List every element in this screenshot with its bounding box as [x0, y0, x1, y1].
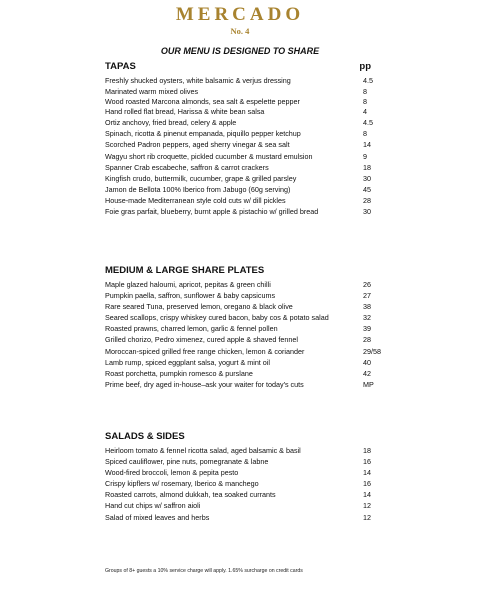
menu-item-price: MP: [363, 379, 374, 389]
menu-item: [105, 368, 385, 379]
menu-item: [105, 478, 385, 489]
menu-item-name: Maple glazed haloumi, apricot, pepitas & green chilli: [105, 280, 271, 289]
menu-item: [105, 323, 385, 334]
menu-item-price: 12: [363, 501, 371, 511]
menu-item-price: 16: [363, 457, 371, 467]
menu-item-name: Spinach, ricotta & pinenut empanada, piquillo pepper ketchup: [105, 129, 301, 139]
menu-item: [105, 139, 385, 150]
menu-item-price: 18: [363, 162, 371, 172]
menu-item-price: 27: [363, 291, 371, 301]
menu-item-name: Spanner Crab escabeche, saffron & carrot crackers: [105, 162, 269, 172]
menu-item-price: 26: [363, 280, 371, 289]
menu-item: [105, 334, 385, 345]
menu-item-name: Pumpkin paella, saffron, sunflower & baby capsicums: [105, 291, 276, 301]
menu-item-name: Marinated warm mixed olives: [105, 87, 199, 97]
menu-item-name: Jamon de Bellota 100% Iberico from Jabugo (60g serving): [105, 184, 291, 194]
menu-item-name: Freshly shucked oysters, white balsamic & verjus dressing: [105, 76, 291, 85]
tapas-section: [105, 61, 385, 217]
salads-title: SALADS & SIDES: [105, 431, 185, 442]
menu-item-name: Scorched Padron peppers, aged sherry vinegar & sea salt: [105, 140, 290, 150]
menu-item: [105, 445, 385, 456]
menu-item: [105, 346, 385, 357]
salads-header: [105, 431, 385, 445]
menu-item-name: House-made Mediterranean style cold cuts w/ dill pickles: [105, 195, 286, 205]
menu-item: [105, 290, 385, 301]
menu-item-name: Roasted carrots, almond dukkah, tea soaked currants: [105, 490, 276, 500]
menu-item: [105, 312, 385, 323]
menu-item-price: 28: [363, 195, 371, 205]
menu-item: [105, 173, 385, 184]
menu-item: [105, 500, 385, 511]
menu-item-price: 8: [363, 97, 367, 107]
share-plates-list: [105, 279, 385, 390]
menu-item-name: Crispy kipflers w/ rosemary, Iberico & manchego: [105, 479, 259, 489]
menu-item-name: Rare seared Tuna, preserved lemon, oregano & black olive: [105, 302, 293, 312]
menu-item-price: 8: [363, 87, 367, 97]
brand-subtitle: No. 4: [230, 26, 250, 36]
menu-item-price: 32: [363, 313, 371, 323]
menu-item-price: 38: [363, 302, 371, 312]
menu-item-price: 30: [363, 207, 371, 217]
menu-item-price: 9: [363, 151, 367, 161]
menu-item-name: Wagyu short rib croquette, pickled cucumber & mustard emulsion: [105, 151, 313, 161]
menu-item-price: 8: [363, 129, 367, 139]
salads-section: [105, 431, 385, 523]
menu-item: [105, 195, 385, 206]
menu-item-price: 18: [363, 446, 371, 455]
menu-item-price: 39: [363, 324, 371, 334]
footnote: Groups of 8+ guests a 10% service charge will apply. 1.65% surcharge on credit cards: [105, 568, 303, 574]
menu-item-price: 45: [363, 184, 371, 194]
price-header: pp: [359, 61, 371, 72]
menu-item: [105, 86, 385, 97]
menu-item-price: 30: [363, 173, 371, 183]
menu-item-name: Moroccan-spiced grilled free range chicken, lemon & coriander: [105, 346, 305, 356]
share-plates-header: [105, 265, 385, 279]
menu-item-name: Grilled chorizo, Pedro ximenez, cured apple & shaved fennel: [105, 335, 298, 345]
menu-item: [105, 467, 385, 478]
menu-item-price: 16: [363, 479, 371, 489]
menu-item-price: 4: [363, 107, 367, 117]
menu-item: [105, 279, 385, 290]
menu-item: [105, 379, 385, 390]
share-plates-section: [105, 265, 385, 390]
menu-item-name: Kingfish crudo, buttermilk, cucumber, grape & grilled parsley: [105, 173, 297, 183]
menu-item-name: Roast porchetta, pumpkin romesco & purslane: [105, 368, 253, 378]
menu-item-price: 42: [363, 368, 371, 378]
menu-item-price: 29/58: [363, 346, 381, 356]
menu-item-name: Lamb rump, spiced eggplant salsa, yogurt & mint oil: [105, 357, 270, 367]
menu-item: [105, 206, 385, 217]
menu-item: [105, 162, 385, 173]
menu-item-name: Hand rolled flat bread, Harissa & white bean salsa: [105, 107, 265, 117]
menu-item: [105, 512, 385, 523]
menu-item-name: Heirloom tomato & fennel ricotta salad, aged balsamic & basil: [105, 446, 301, 455]
menu-item-name: Prime beef, dry aged in-house–ask your waiter for today's cuts: [105, 379, 304, 389]
menu-item-price: 14: [363, 490, 371, 500]
menu-item-price: 4.5: [363, 76, 373, 85]
menu-item-name: Hand cut chips w/ saffron aioli: [105, 501, 201, 511]
menu-item: [105, 106, 385, 117]
menu-item-name: Ortiz anchovy, fried bread, celery & apple: [105, 118, 237, 128]
menu-item-name: Wood-fired broccoli, lemon & pepita pesto: [105, 468, 239, 478]
menu-item: [105, 456, 385, 467]
menu-item: [105, 151, 385, 162]
menu-item-price: 12: [363, 512, 371, 522]
menu-item-price: 28: [363, 335, 371, 345]
tapas-header: [105, 61, 385, 75]
menu-item: [105, 97, 385, 106]
menu-item: [105, 301, 385, 312]
menu-item: [105, 489, 385, 500]
menu-item: [105, 184, 385, 195]
salads-list: [105, 445, 385, 523]
brand-logo: MERCADO: [175, 4, 305, 25]
menu-item-price: 14: [363, 468, 371, 478]
menu-item-name: Salad of mixed leaves and herbs: [105, 512, 210, 522]
menu-item-price: 40: [363, 357, 371, 367]
menu-item-name: Wood roasted Marcona almonds, sea salt & espelette pepper: [105, 97, 300, 107]
tapas-title: TAPAS: [105, 61, 136, 72]
menu-item: [105, 357, 385, 368]
tapas-list: [105, 75, 385, 217]
menu-item-price: 14: [363, 140, 371, 150]
menu-tagline: OUR MENU IS DESIGNED TO SHARE: [160, 46, 320, 56]
share-plates-title: MEDIUM & LARGE SHARE PLATES: [105, 265, 265, 276]
menu-item-price: 4.5: [363, 118, 373, 128]
menu-item: [105, 117, 385, 128]
menu-item-name: Roasted prawns, charred lemon, garlic & fennel pollen: [105, 324, 278, 334]
menu-item-name: Foie gras parfait, blueberry, burnt apple & pistachio w/ grilled bread: [105, 207, 319, 217]
menu-item: [105, 128, 385, 139]
menu-item-name: Seared scallops, crispy whiskey cured bacon, baby cos & potato salad: [105, 313, 329, 323]
menu-item: [105, 75, 385, 86]
menu-item-name: Spiced cauliflower, pine nuts, pomegranate & labne: [105, 457, 269, 467]
